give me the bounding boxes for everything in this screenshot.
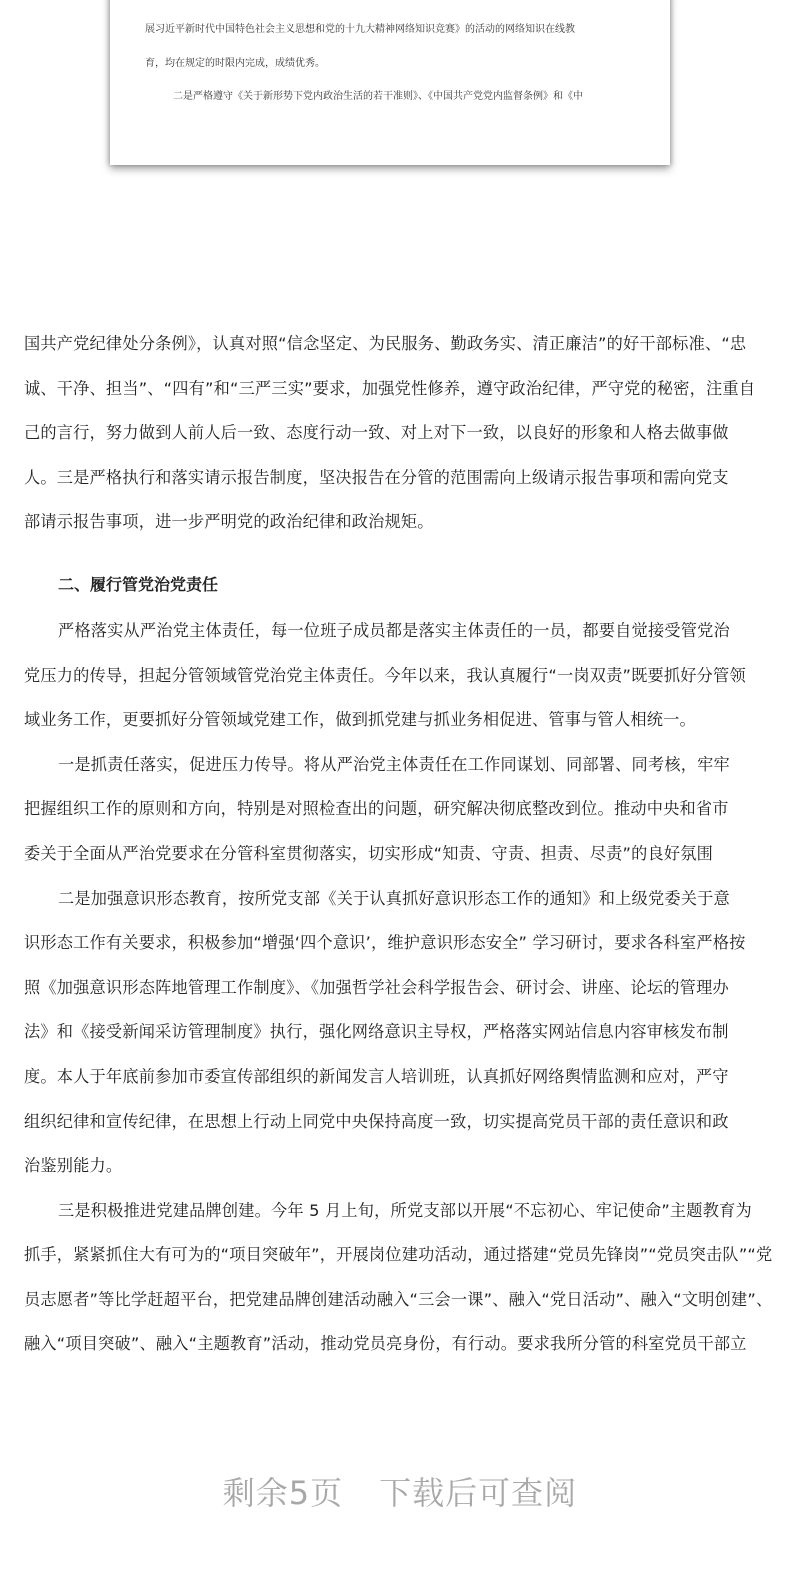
- preview-page-card: [110, 0, 670, 165]
- paragraph-discipline: [24, 322, 776, 545]
- text-line: 人。三是严格执行和落实请示报告制度，坚决报告在分管的范围需向上级请示报告事项和需向党支: [24, 467, 729, 487]
- text-line: 法》和《接受新闻采访管理制度》执行，强化网络意识主导权，严格落实网站信息内容审核发布制: [24, 1022, 729, 1042]
- text-line: 度。本人于年底前参加市委宣传部组织的新闻发言人培训班，认真抓好网络舆情监测和应对，严守: [24, 1066, 729, 1086]
- text-line: 党压力的传导，担起分管领域管党治党主体责任。今年以来，我认真履行“一岗双责”既要抓好分管领: [24, 665, 746, 685]
- text-line: 严格落实从严治党主体责任，每一位班子成员都是落实主体责任的一员，都要自觉接受管党治: [58, 620, 730, 640]
- text-line: 一是抓责任落实，促进压力传导。将从严治党主体责任在工作同谋划、同部署、同考核，牢牢: [58, 754, 730, 774]
- text-line: 己的言行，努力做到人前人后一致、态度行动一致、对上对下一致，以良好的形象和人格去做事做: [24, 423, 729, 443]
- section-heading: 二、履行管党治党责任: [58, 574, 219, 594]
- card-line: 二是严格遵守《关于新形势下党内政治生活的若干准则》、《中国共产党党内监督条例》和《中: [173, 91, 583, 102]
- text-line: 抓手，紧紧抓住大有可为的“项目突破年”，开展岗位建功活动，通过搭建“党员先锋岗”“党员突击队”“党: [24, 1245, 773, 1265]
- card-line: 展习近平新时代中国特色社会主义思想和党的十九大精神网络知识竞赛》的活动的网络知识在线教: [145, 24, 575, 35]
- text-line: 国共产党纪律处分条例》，认真对照“信念坚定、为民服务、勤政务实、清正廉洁”的好干部标准、“忠: [24, 334, 747, 353]
- paragraph-party-brand: [24, 1189, 776, 1367]
- remaining-pages-label: 剩余5页: [222, 1474, 344, 1512]
- text-line: 诚、干净、担当”、“四有”和“三严三实”要求，加强党性修养，遵守政治纪律，严守党的秘密，注重自: [24, 378, 756, 398]
- text-line: 识形态工作有关要求，积极参加“增强‘四个意识’，维护意识形态安全” 学习研讨，要求各科室严格按: [24, 933, 746, 953]
- text-line: 部请示报告事项，进一步严明党的政治纪律和政治规矩。: [24, 512, 434, 532]
- text-line: 组织纪律和宣传纪律，在思想上行动上同党中央保持高度一致，切实提高党员干部的责任意识和政: [24, 1111, 729, 1131]
- paragraph-pressure-transmission: [24, 743, 776, 877]
- text-line: 融入“项目突破”、融入“主题教育”活动，推动党员亮身份，有行动。要求我所分管的科室党员干部立: [24, 1334, 747, 1354]
- text-line: 员志愿者”等比学赶超平台，把党建品牌创建活动融入“三会一课”、融入“党日活动”、融入“文明创建”、: [24, 1289, 773, 1309]
- download-to-view-label[interactable]: 下载后可查阅: [379, 1474, 578, 1512]
- text-line: 治鉴别能力。: [24, 1156, 123, 1176]
- text-line: 二是加强意识形态教育，按所党支部《关于认真抓好意识形态工作的通知》和上级党委关于意: [58, 888, 730, 908]
- paragraph-ideology-education: [24, 877, 776, 1189]
- document-body: [24, 322, 776, 1367]
- text-line: 照《加强意识形态阵地管理工作制度》、《加强哲学社会科学报告会、研讨会、讲座、论坛的管理办: [24, 977, 729, 997]
- text-line: 委关于全面从严治党要求在分管科室贯彻落实，切实形成“知责、守责、担责、尽责”的良好氛围: [24, 843, 714, 863]
- text-line: 域业务工作，更要抓好分管领域党建工作，做到抓党建与抓业务相促进、管事与管人相统一。: [24, 710, 696, 730]
- download-prompt[interactable]: [0, 1468, 800, 1514]
- text-line: 把握组织工作的原则和方向，特别是对照检查出的问题，研究解决彻底整改到位。推动中央和省市: [24, 799, 729, 819]
- paragraph-responsibility: [24, 609, 776, 743]
- text-line: 三是积极推进党建品牌创建。今年 5 月上旬，所党支部以开展“不忘初心、牢记使命”主题教育为: [58, 1200, 752, 1220]
- card-line: 育，均在规定的时限内完成，成绩优秀。: [145, 58, 325, 69]
